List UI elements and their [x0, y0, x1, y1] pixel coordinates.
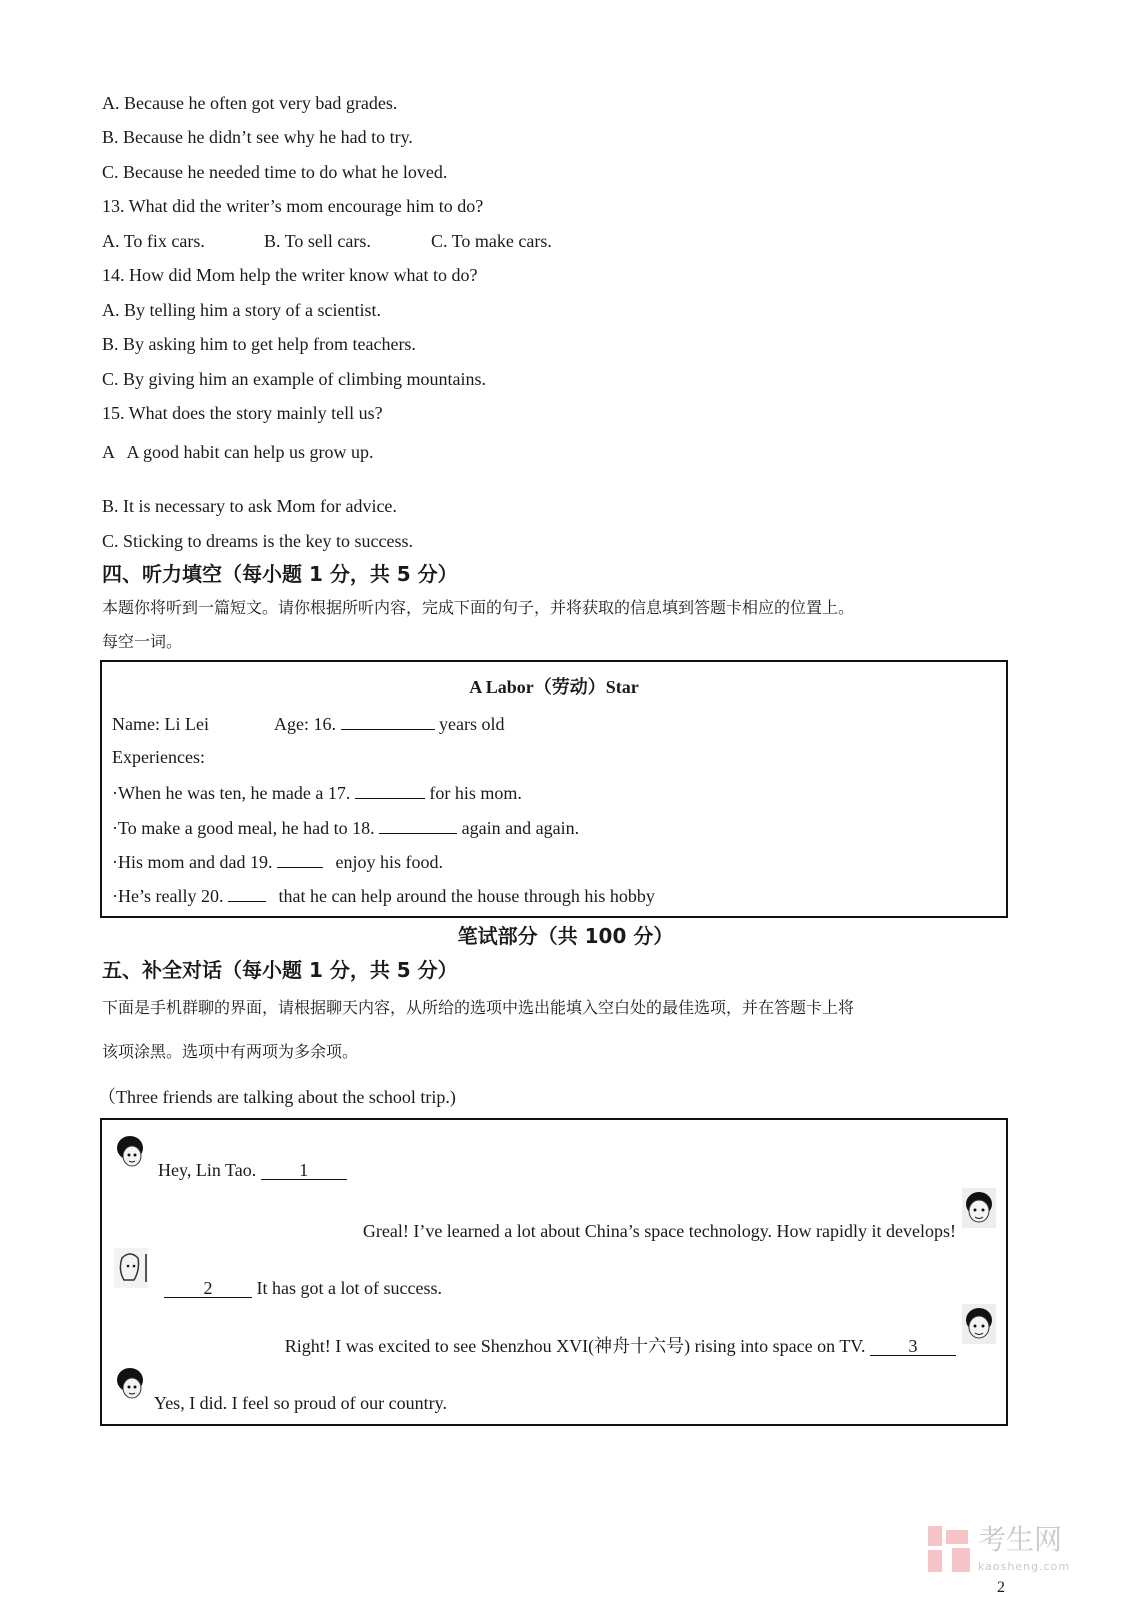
kaosheng-watermark	[928, 1524, 1098, 1576]
q12-option-b: B. Because he didn’t see why he had to try.	[102, 127, 413, 147]
q12-option-c: C. Because he needed time to do what he loved.	[102, 162, 448, 182]
name-age-row	[112, 711, 504, 735]
section4-instruction-1: 本题你将听到一篇短文。请你根据所听内容，完成下面的句子，并将获取的信息填到答题卡相应的位置上。	[102, 598, 855, 617]
dialogue-context: （Three friends are talking about the school trip.)	[98, 1087, 456, 1107]
chat-blank-3[interactable]	[870, 1337, 956, 1356]
q13-option-c: C. To make cars.	[431, 231, 552, 251]
chat-text: Hey, Lin Tao.	[158, 1160, 257, 1180]
q15-option-c: C. Sticking to dreams is the key to success.	[102, 531, 413, 551]
box-title: A Labor（劳动）Star	[469, 677, 639, 697]
item-suffix: that he can help around the house through his hobby	[278, 886, 655, 906]
item-suffix: for his mom.	[429, 783, 522, 803]
watermark-cn: 考生网	[978, 1523, 1063, 1556]
kaosheng-logo-icon	[928, 1526, 972, 1572]
watermark-en: kaosheng.com	[978, 1560, 1071, 1573]
avatar-icon	[962, 1188, 996, 1228]
blank-number: 2	[203, 1278, 213, 1298]
experience-item	[112, 815, 579, 839]
blank-18[interactable]	[379, 815, 457, 834]
page-number: 2	[997, 1579, 1005, 1596]
q13-options	[102, 230, 552, 252]
section5-heading: 五、补全对话（每小题 1 分，共 5 分）	[102, 958, 458, 982]
age-prefix: Age: 16.	[274, 714, 336, 734]
blank-17[interactable]	[355, 780, 425, 799]
avatar-icon	[962, 1304, 996, 1344]
blank-19[interactable]	[277, 849, 323, 868]
q15-option-a: A A good habit can help us grow up.	[102, 442, 374, 462]
name-label: Name: Li Lei	[112, 714, 209, 734]
q15-option-b: B. It is necessary to ask Mom for advice.	[102, 496, 397, 516]
avatar-icon	[114, 1132, 148, 1172]
q13-option-a: A. To fix cars.	[102, 231, 205, 251]
chat-message-5: Yes, I did. I feel so proud of our country.	[154, 1393, 447, 1413]
chat-text: It has got a lot of success.	[256, 1278, 442, 1298]
q15-question: 15. What does the story mainly tell us?	[102, 403, 383, 423]
experiences-label: Experiences:	[112, 747, 205, 767]
avatar-icon	[114, 1248, 148, 1288]
q12-option-a: A. Because he often got very bad grades.	[102, 93, 398, 113]
chat-message-1	[158, 1159, 347, 1181]
item-suffix: again and again.	[461, 818, 580, 838]
written-part-heading: 笔试部分（共 100 分）	[457, 924, 674, 948]
section5-instruction-2: 该项涂黑。选项中有两项为多余项。	[102, 1042, 359, 1061]
q13-option-b: B. To sell cars.	[264, 231, 371, 251]
age-suffix: years old	[439, 714, 505, 734]
item-prefix: ·His mom and dad 19.	[112, 852, 273, 872]
q14-option-a: A. By telling him a story of a scientist.	[102, 300, 381, 320]
section4-instruction-2: 每空一词。	[102, 632, 183, 651]
chat-text: Right! I was excited to see Shenzhou XVI(神舟十六号) rising into space on TV.	[284, 1336, 866, 1356]
chat-message-2: Greal! I’ve learned a lot about China’s space technology. How rapidly it develops!	[362, 1221, 956, 1241]
q13-question: 13. What did the writer’s mom encourage him to do?	[102, 196, 484, 216]
q14-option-b: B. By asking him to get help from teachers.	[102, 334, 416, 354]
blank-number: 3	[908, 1336, 918, 1356]
chat-message-4	[285, 1335, 956, 1357]
q14-question: 14. How did Mom help the writer know what to do?	[102, 265, 478, 285]
labor-star-box	[100, 660, 1008, 918]
item-prefix: ·To make a good meal, he had to 18.	[112, 818, 375, 838]
experience-item	[112, 849, 443, 873]
chat-blank-1[interactable]	[261, 1161, 347, 1180]
experience-item	[112, 780, 522, 804]
item-suffix: enjoy his food.	[335, 852, 443, 872]
blank-number: 1	[299, 1160, 309, 1180]
chat-box	[100, 1118, 1008, 1426]
q14-option-c: C. By giving him an example of climbing mountains.	[102, 369, 486, 389]
chat-blank-2[interactable]	[164, 1279, 252, 1298]
avatar-icon	[114, 1364, 148, 1404]
blank-20[interactable]	[228, 883, 266, 902]
experience-item	[112, 883, 655, 907]
blank-16[interactable]	[341, 711, 435, 730]
section5-instruction-1: 下面是手机群聊的界面，请根据聊天内容，从所给的选项中选出能填入空白处的最佳选项，并在答题卡上将	[102, 998, 855, 1017]
section4-heading: 四、听力填空（每小题 1 分，共 5 分）	[102, 562, 458, 586]
chat-message-3	[164, 1277, 442, 1299]
item-prefix: ·He’s really 20.	[112, 886, 224, 906]
item-prefix: ·When he was ten, he made a 17.	[112, 783, 351, 803]
